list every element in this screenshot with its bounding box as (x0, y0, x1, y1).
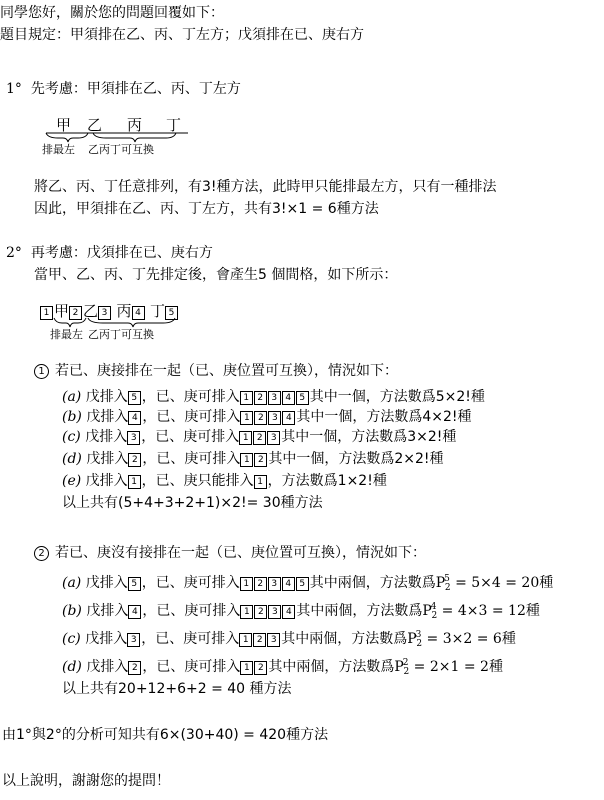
item-mid: ，已、庚可排入 (142, 451, 241, 467)
gap-slot-box: 1 (240, 391, 253, 405)
item-result: = 3×2 = 6種 (422, 631, 516, 647)
item-post: 其中一個，方法數爲2×2!種 (268, 451, 444, 467)
gap-slot-box: 1 (240, 577, 253, 591)
case2-item (62, 654, 503, 681)
permutation-r: 2 (403, 667, 410, 677)
item-result: = 4×3 = 12種 (437, 603, 540, 619)
gap-slot-box: 5 (296, 391, 309, 405)
gap-slot-box: 4 (282, 391, 295, 405)
conclusion-text: 由1°與2°的分析可知共有6×(30+40) = 420種方法 (2, 727, 329, 743)
diagram2-label-left: 排最左 (50, 328, 83, 341)
item-post: 其中兩個，方法數爲 (296, 603, 423, 619)
item-mid: ，已、庚可排入 (142, 409, 241, 425)
case2-title-text: 若已、庚沒有接排在一起（已、庚位置可互換），情況如下： (55, 545, 426, 561)
gap-slot-box: 3 (268, 605, 281, 619)
gap-slot-box: 3 (267, 633, 280, 647)
gap-slot-box: 2 (253, 633, 266, 647)
diagram2-yi: 乙 (83, 302, 99, 320)
part1-mark: 1° (6, 81, 22, 97)
permutation-r: 2 (444, 583, 451, 593)
gap-slot-box: 1 (239, 431, 252, 445)
item-pre: 戊排入 (86, 409, 129, 425)
item-post: 其中兩個，方法數爲 (281, 631, 408, 647)
gap-slot-box: 2 (128, 661, 141, 675)
item-result: = 2×1 = 2種 (409, 659, 503, 675)
permutation-symbol (436, 575, 451, 591)
gap-slot-box: 4 (128, 411, 141, 425)
item-pre: 戊排入 (85, 429, 128, 445)
diagram1-ding: 丁 (166, 116, 182, 134)
item-mid: ，已、庚可排入 (141, 429, 240, 445)
item-pre: 戊排入 (85, 389, 128, 405)
gap-slot-box: 4 (128, 605, 141, 619)
diagram2-label-right: 乙丙丁可互換 (88, 328, 154, 341)
item-post: 其中一個，方法數爲4×2!種 (296, 409, 472, 425)
gap-slot-box: 4 (282, 411, 295, 425)
part1-text2: 因此，甲須排在乙、丙、丁左方，共有3!×1 = 6種方法 (34, 201, 379, 217)
item-post: ，方法數爲1×2!種 (267, 473, 387, 489)
item-pre: 戊排入 (86, 659, 129, 675)
diagram1-bing: 丙 (127, 116, 143, 134)
permutation-r: 2 (431, 611, 438, 621)
gap-slot-box: 4 (282, 605, 295, 619)
item-mid: ，已、庚可排入 (142, 659, 241, 675)
gap-slot: 2 (69, 306, 82, 320)
case2-item (62, 626, 516, 653)
gap-slot-box: 5 (296, 577, 309, 591)
gap-slot-box: 1 (239, 633, 252, 647)
diagram2-jia: 甲 (54, 302, 70, 320)
gap-slot-box: 3 (268, 391, 281, 405)
gap-slot-box: 4 (282, 577, 295, 591)
case1-total: 以上共有(5+4+3+2+1)×2!= 30種方法 (62, 495, 323, 511)
case1-title-text: 若已、庚接排在一起（已、庚位置可互換），情況如下： (55, 363, 398, 379)
gap-slot-box: 2 (254, 453, 267, 467)
case1-item (62, 408, 472, 426)
case1-title (34, 362, 398, 380)
gap-slot-box: 3 (268, 411, 281, 425)
case1-number-badge: 1 (34, 364, 49, 379)
item-mid: ，已、庚只能排入 (141, 473, 254, 489)
gap-slot-box: 1 (240, 453, 253, 467)
case1-item (62, 450, 444, 468)
permutation-n: 4 (430, 602, 437, 612)
permutation-letter: P (435, 575, 446, 591)
part1-text1: 將乙、丙、丁任意排列，有3!種方法，此時甲只能排最左方，只有一種排法 (34, 179, 497, 195)
diagram2-ding: 丁 (149, 302, 165, 320)
item-mid: ，已、庚可排入 (141, 631, 240, 647)
item-tag: (c) (62, 631, 81, 647)
gap-slot-box: 1 (240, 605, 253, 619)
part2-mark: 2° (6, 245, 22, 261)
gap-slot-box: 1 (240, 661, 253, 675)
gap-slot-box: 1 (128, 475, 141, 489)
permutation-symbol (407, 631, 422, 647)
gap-slot-box: 3 (127, 633, 140, 647)
item-post: 其中一個，方法數爲5×2!種 (309, 389, 485, 405)
gap-slot-box: 3 (268, 577, 281, 591)
case1-item (62, 472, 387, 490)
gap-slot-box: 2 (128, 453, 141, 467)
case2-title (34, 544, 426, 562)
item-mid: ，已、庚可排入 (141, 575, 240, 591)
gap-slot-box: 1 (254, 475, 267, 489)
permutation-letter: P (394, 659, 404, 675)
gap-slot-box: 2 (254, 577, 267, 591)
diagram2-bing: 丙 (116, 302, 132, 320)
gap-slot-box: 2 (254, 391, 267, 405)
gap-slot: 4 (132, 306, 145, 320)
case2-total: 以上共有20+12+6+2 = 40 種方法 (62, 681, 292, 697)
permutation-symbol (394, 659, 409, 675)
permutation-letter: P (407, 631, 417, 647)
diagram1-label-left: 排最左 (42, 143, 75, 156)
gap-slot-box: 3 (127, 431, 140, 445)
case2-item (62, 570, 553, 597)
item-pre: 戊排入 (86, 451, 129, 467)
permutation-letter: P (422, 603, 432, 619)
item-tag: (a) (62, 575, 82, 591)
gap-slot-box: 1 (240, 411, 253, 425)
item-pre: 戊排入 (85, 631, 128, 647)
gap-slot-box: 2 (254, 605, 267, 619)
permutation-n: 5 (444, 574, 450, 584)
part1-heading (6, 80, 241, 98)
case2-number-badge: 2 (34, 546, 49, 561)
gap-slot: 3 (98, 306, 111, 320)
gap-slot-box: 3 (267, 431, 280, 445)
part2-heading-text: 再考慮：戊須排在已、庚右方 (30, 245, 213, 261)
closing-text: 以上說明，謝謝您的提問！ (2, 773, 170, 789)
part2-intro: 當甲、乙、丙、丁先排定後，會產生5 個間格，如下所示： (34, 267, 398, 283)
permutation-n: 2 (402, 658, 409, 668)
item-tag: (d) (62, 451, 82, 467)
item-post: 其中兩個，方法數爲 (268, 659, 395, 675)
item-pre: 戊排入 (85, 473, 128, 489)
item-mid: ，已、庚可排入 (142, 603, 241, 619)
part1-heading-text: 先考慮：甲須排在乙、丙、丁左方 (30, 81, 241, 97)
gap-slot: 1 (40, 306, 53, 320)
item-pre: 戊排入 (86, 603, 129, 619)
case1-item (62, 388, 485, 406)
part2-heading (6, 244, 213, 262)
permutation-r: 2 (416, 639, 423, 649)
item-tag: (e) (62, 473, 82, 489)
case1-item (62, 428, 456, 446)
item-mid: ，已、庚可排入 (141, 389, 240, 405)
diagram1-jia: 甲 (56, 116, 72, 134)
gap-slot-box: 5 (128, 391, 141, 405)
gap-slot: 5 (165, 306, 178, 320)
gap-slot-box: 2 (254, 411, 267, 425)
item-tag: (d) (62, 659, 82, 675)
item-post: 其中兩個，方法數爲 (309, 575, 436, 591)
gap-slot-box: 5 (128, 577, 141, 591)
diagram1-label-right: 乙丙丁可互換 (88, 143, 154, 156)
item-result: = 5×4 = 20種 (450, 575, 554, 591)
item-tag: (b) (62, 409, 82, 425)
case2-item (62, 598, 540, 625)
permutation-symbol (422, 603, 437, 619)
diagram1-yi: 乙 (87, 116, 103, 134)
item-pre: 戊排入 (85, 575, 128, 591)
gap-slot-box: 2 (254, 661, 267, 675)
item-tag: (c) (62, 429, 81, 445)
problem-statement: 題目規定：甲須排在乙、丙、丁左方；戊須排在已、庚右方 (0, 27, 364, 43)
item-post: 其中一個，方法數爲3×2!種 (281, 429, 457, 445)
item-tag: (b) (62, 603, 82, 619)
permutation-n: 3 (415, 630, 422, 640)
greeting-text: 同學您好，關於您的問題回覆如下： (0, 5, 224, 21)
gap-slot-box: 2 (253, 431, 266, 445)
item-tag: (a) (62, 389, 82, 405)
